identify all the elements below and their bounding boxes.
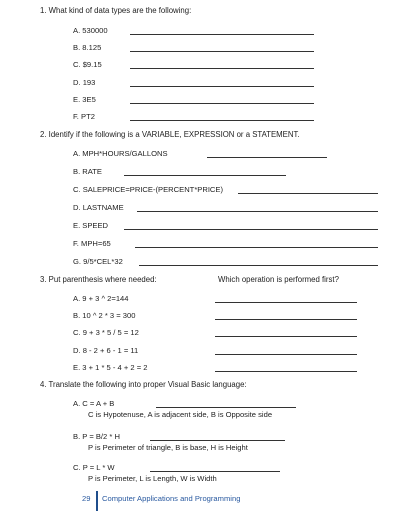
q2-answer-line-e[interactable] [124, 229, 378, 230]
q1-answer-line-e[interactable] [130, 103, 314, 104]
question-1: 1. What kind of data types are the following: [40, 6, 192, 15]
q4-item-a-desc: C is Hypotenuse, A is adjacent side, B is Opposite side [88, 410, 273, 419]
question-3: 3. Put parenthesis where needed: [40, 275, 157, 284]
q4-answer-line-b[interactable] [150, 440, 285, 441]
q2-answer-line-c[interactable] [238, 193, 378, 194]
q3-answer-line-b[interactable] [215, 319, 357, 320]
q2-item-g: G. 9/5*CEL*32 [73, 257, 123, 266]
q4-item-c: C. P = L * W [73, 463, 115, 472]
q1-item-f: F. PT2 [73, 112, 95, 121]
question-4: 4. Translate the following into proper Visual Basic language: [40, 380, 247, 389]
q4-item-c-desc: P is Perimeter, L is Length, W is Width [88, 474, 217, 483]
q4-item-b: B. P = B/2 * H [73, 432, 120, 441]
q3-item-c: C. 9 + 3 * 5 / 5 = 12 [73, 328, 139, 337]
q2-answer-line-g[interactable] [139, 265, 378, 266]
q3-item-e: E. 3 + 1 * 5 - 4 + 2 = 2 [73, 363, 148, 372]
q1-answer-line-a[interactable] [130, 34, 314, 35]
q3-answer-line-d[interactable] [215, 354, 357, 355]
q1-item-e: E. 3E5 [73, 95, 96, 104]
q1-item-b: B. 8.125 [73, 43, 102, 52]
page-number: 29 [82, 494, 91, 503]
q3-answer-line-e[interactable] [215, 371, 357, 372]
q2-item-e: E. SPEED [73, 221, 109, 230]
q1-answer-line-d[interactable] [130, 86, 314, 87]
q2-item-c: C. SALEPRICE=PRICE-(PERCENT*PRICE) [73, 185, 224, 194]
q2-answer-line-b[interactable] [124, 175, 286, 176]
question-3-side-prompt: Which operation is performed first? [218, 275, 339, 284]
q2-item-f: F. MPH=65 [73, 239, 111, 248]
q1-item-a: A. 530000 [73, 26, 108, 35]
q2-answer-line-a[interactable] [207, 157, 327, 158]
q2-item-a: A. MPH*HOURS/GALLONS [73, 149, 168, 158]
q4-answer-line-a[interactable] [156, 407, 296, 408]
q3-answer-line-a[interactable] [215, 302, 357, 303]
q3-item-d: D. 8 - 2 + 6 - 1 = 11 [73, 346, 139, 355]
q2-answer-line-f[interactable] [135, 247, 378, 248]
q3-answer-line-c[interactable] [215, 336, 357, 337]
q1-answer-line-b[interactable] [130, 51, 314, 52]
q2-item-d: D. LASTNAME [73, 203, 124, 212]
q4-item-a: A. C = A + B [73, 399, 115, 408]
footer-divider [96, 491, 98, 511]
q1-item-d: D. 193 [73, 78, 96, 87]
q1-answer-line-c[interactable] [130, 68, 314, 69]
q2-item-b: B. RATE [73, 167, 102, 176]
q3-item-a: A. 9 + 3 ^ 2=144 [73, 294, 129, 303]
q2-answer-line-d[interactable] [137, 211, 378, 212]
question-2: 2. Identify if the following is a VARIABLE, EXPRESSION or a STATEMENT. [40, 130, 300, 139]
footer-title: Computer Applications and Programming [102, 494, 241, 503]
q1-answer-line-f[interactable] [130, 120, 314, 121]
q3-item-b: B. 10 ^ 2 * 3 = 300 [73, 311, 136, 320]
q4-item-b-desc: P is Perimeter of triangle, B is base, H is Height [88, 443, 248, 452]
q1-item-c: C. $9.15 [73, 60, 102, 69]
q4-answer-line-c[interactable] [150, 471, 280, 472]
